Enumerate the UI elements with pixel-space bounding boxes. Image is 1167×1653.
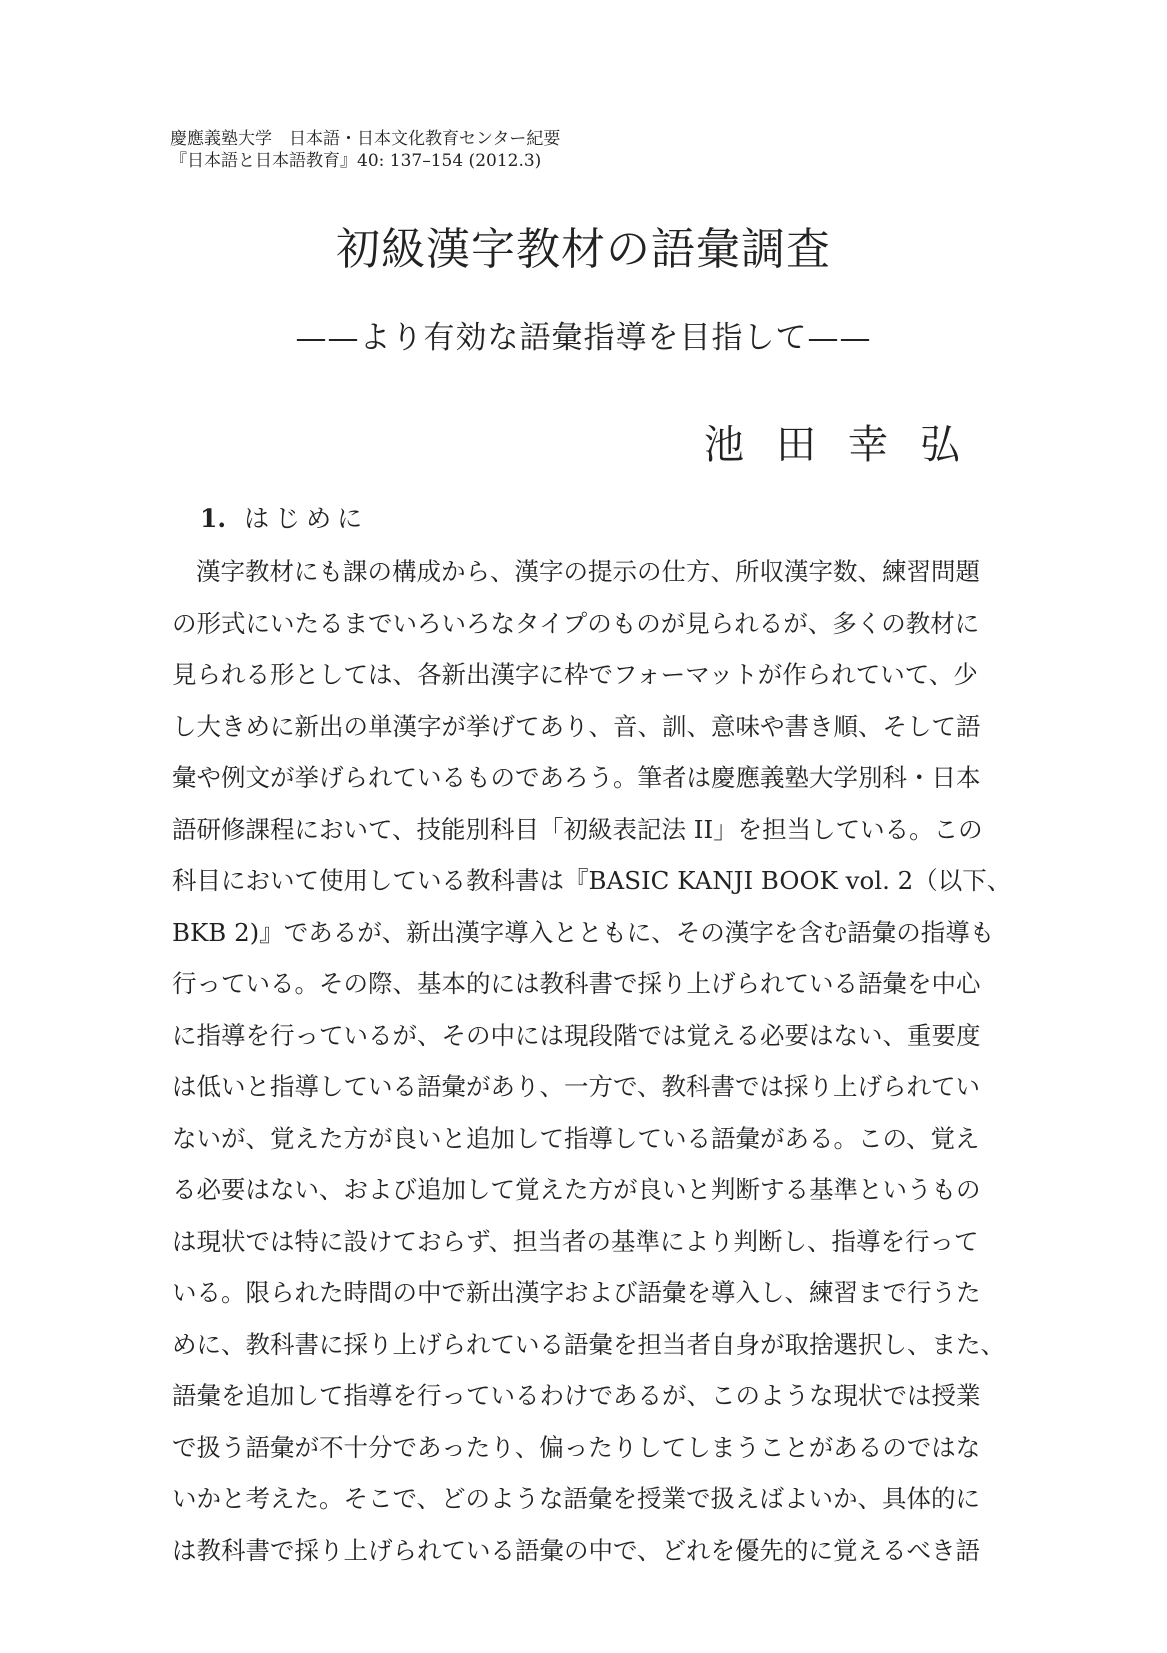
body-line: いかと考えた。そこで、どのような語彙を授業で扱えばよいか、具体的に [172,1484,981,1513]
body-line: し大きめに新出の単漢字が挙げてあり、音、訓、意味や書き順、そして語 [172,711,981,741]
paper-title: 初級漢字教材の語彙調査 [336,224,831,275]
body-line: 漢字教材にも課の構成から、漢字の提示の仕方、所収漢字数、練習問題 [196,557,980,586]
section-number: 1. [200,504,227,533]
body-line: BKB 2)』であるが、新出漢字導入とともに、その漢字を含む語彙の指導も [172,917,995,947]
body-line: 行っている。その際、基本的には教科書で採り上げられている語彙を中心 [172,969,981,998]
journal-header [170,128,560,172]
body-line: で扱う語彙が不十分であったり、偏ったりしてしまうことがあるのではな [172,1432,981,1462]
author-name: 池田幸弘 [704,422,992,468]
body-line: は現状では特に設けておらず、担当者の基準により判断し、指導を行って [172,1226,979,1256]
body-line: は低いと指導している語彙があり、一方で、教科書では採り上げられてい [172,1072,981,1101]
body-line: 語研修課程において、技能別科目「初級表記法 II」を担当している。この [172,814,983,844]
body-line: は教科書で採り上げられている語彙の中で、どれを優先的に覚えるべき語 [172,1535,981,1565]
body-line: いる。限られた時間の中で新出漢字および語彙を導入し、練習まで行うた [172,1278,981,1307]
body-line: 語彙を追加して指導を行っているわけであるが、このような現状では授業 [172,1381,981,1410]
journal-name: 慶應義塾大学 日本語・日本文化教育センター紀要 [170,129,561,149]
section-heading [200,502,368,536]
body-line: に指導を行っているが、その中には現段階では覚える必要はない、重要度 [172,1020,981,1050]
body-line: 見られる形としては、各新出漢字に枠でフォーマットが作られていて、少 [172,660,978,689]
body-text [172,546,1012,1576]
body-line: の形式にいたるまでいろいろなタイプのものが見られるが、多くの教材に [172,608,980,638]
paper-subtitle: ——より有効な語彙指導を目指して—— [295,320,872,356]
body-line: 科目において使用している教科書は『BASIC KANJI BOOK vol. 2（以下、 [172,866,1012,895]
section-title: はじめに [244,504,369,533]
journal-citation: 『日本語と日本語教育』40: 137–154 (2012.3) [170,151,542,171]
body-line: 彙や例文が挙げられているものであろう。筆者は慶應義塾大学別科・日本 [172,763,981,792]
body-line: ないが、覚えた方が良いと追加して指導している語彙がある。この、覚え [172,1123,980,1153]
body-line: めに、教科書に採り上げられている語彙を担当者自身が取捨選択し、また、 [172,1329,1005,1359]
body-line: る必要はない、および追加して覚えた方が良いと判断する基準というもの [172,1175,981,1204]
